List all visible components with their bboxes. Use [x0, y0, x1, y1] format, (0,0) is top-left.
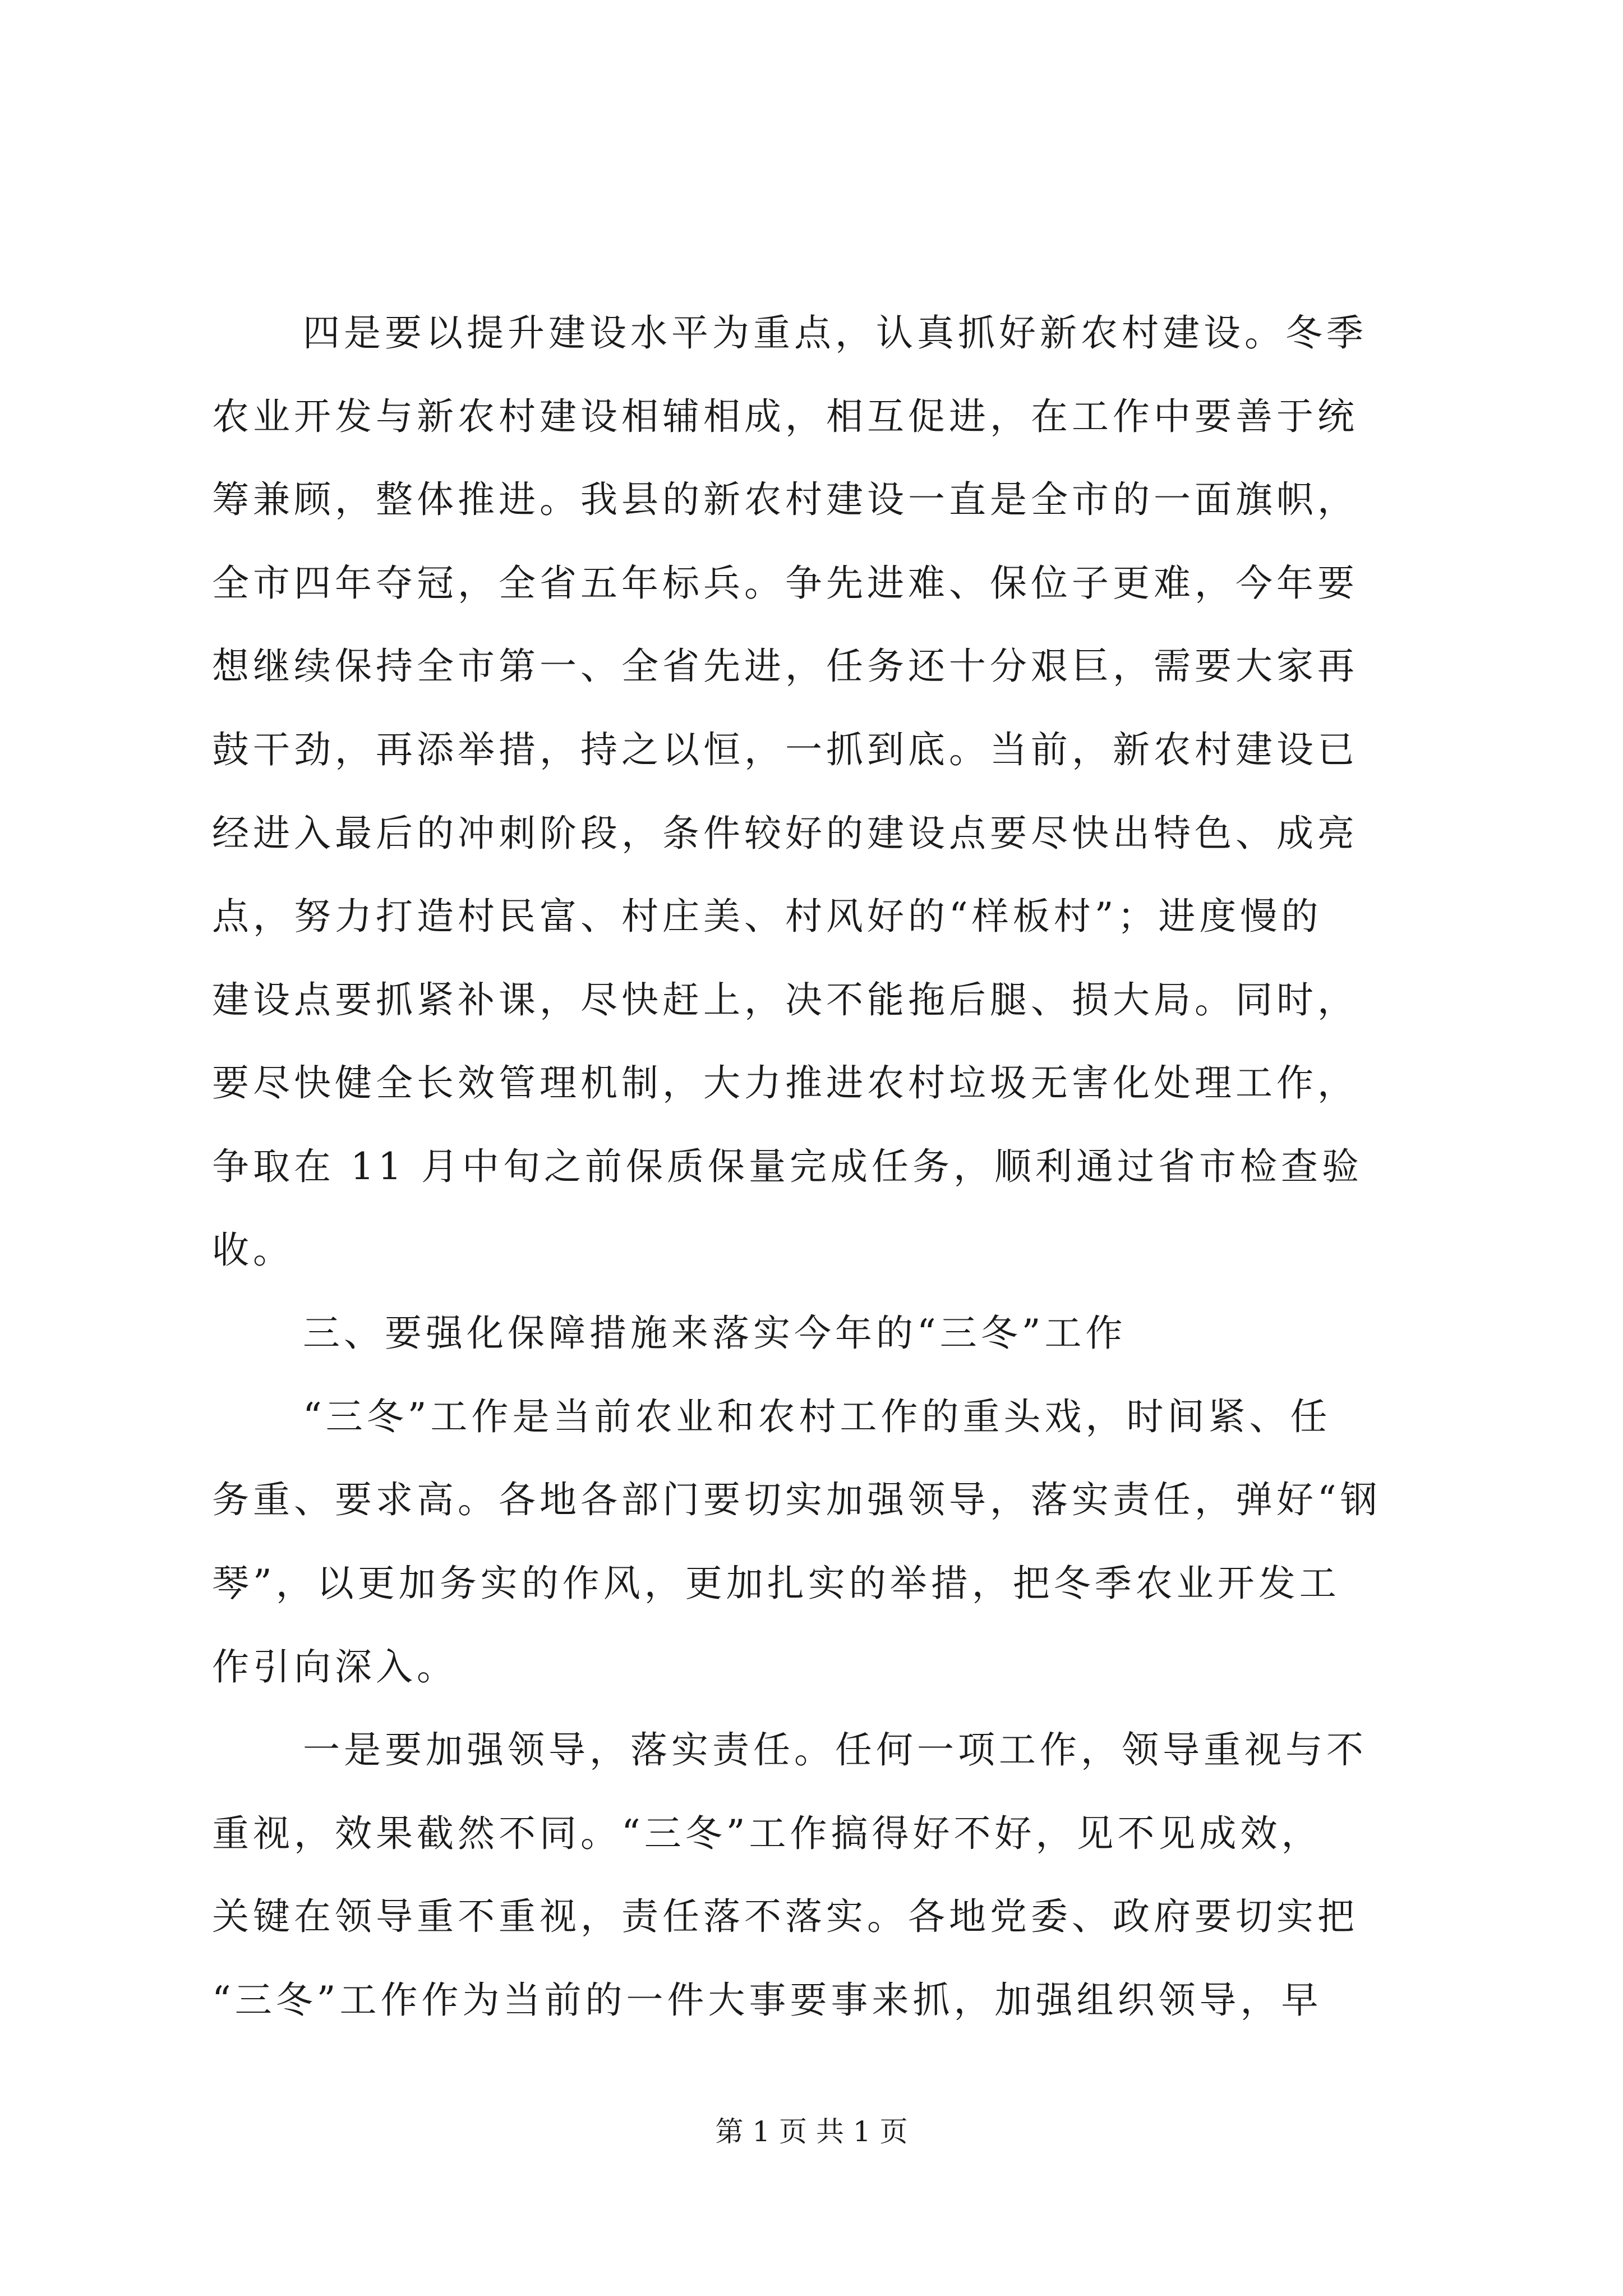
line-text: 关键在领导重不重视，责任落不落实。各地党委、政府要切实把 [212, 1895, 1358, 1938]
line-text: 重视，效果截然不同。“三冬”工作搞得好不好，见不见成效， [212, 1812, 1322, 1855]
text-line [0, 724, 1623, 776]
text-line [0, 391, 1623, 443]
line-text: 作引向深入。 [212, 1645, 458, 1688]
line-text: 务重、要求高。各地各部门要切实加强领导，落实责任，弹好“钢 [212, 1478, 1381, 1521]
line-text: 四是要以提升建设水平为重点，认真抓好新农村建设。冬季 [303, 311, 1367, 355]
text-line [0, 1975, 1623, 2026]
line-text: 建设点要抓紧补课，尽快赶上，决不能拖后腿、损大局。同时， [212, 978, 1358, 1022]
text-line [0, 1891, 1623, 1943]
text-line [0, 1474, 1623, 1526]
text-line [0, 1641, 1623, 1693]
text-line [0, 1808, 1623, 1860]
text-line [0, 558, 1623, 609]
text-line [0, 1225, 1623, 1276]
line-text: 要尽快健全长效管理机制，大力推进农村垃圾无害化处理工作， [212, 1061, 1358, 1105]
text-line [0, 1558, 1623, 1609]
text-line [0, 1391, 1623, 1443]
text-line [0, 1724, 1623, 1776]
section-heading [0, 1308, 1623, 1359]
line-text: 争取在 11 月中旬之前保质保量完成任务，顺利通过省市检查验 [212, 1145, 1363, 1188]
text-line [0, 641, 1623, 692]
line-text: 全市四年夺冠，全省五年标兵。争先进难、保位子更难，今年要 [212, 562, 1358, 605]
text-line [0, 974, 1623, 1026]
line-text: 筹兼顾，整体推进。我县的新农村建设一直是全市的一面旗帜， [212, 478, 1358, 521]
text-line [0, 1141, 1623, 1193]
text-line [0, 1057, 1623, 1109]
line-text: 经进入最后的冲刺阶段，条件较好的建设点要尽快出特色、成亮 [212, 812, 1358, 855]
line-text: 一是要加强领导，落实责任。任何一项工作，领导重视与不 [303, 1728, 1367, 1772]
text-line [0, 891, 1623, 942]
section-heading-text: 三、要强化保障措施来落实今年的“三冬”工作 [303, 1312, 1127, 1355]
line-text: “三冬”工作作为当前的一件大事要事来抓，加强组织领导，早 [212, 1978, 1322, 2022]
text-line [0, 474, 1623, 526]
line-text: 收。 [212, 1228, 294, 1272]
line-text: 琴”，以更加务实的作风，更加扎实的举措，把冬季农业开发工 [212, 1562, 1340, 1605]
text-line [0, 808, 1623, 859]
line-text: 点，努力打造村民富、村庄美、村风好的“样板村”；进度慢的 [212, 895, 1322, 938]
text-line [0, 307, 1623, 359]
page-footer: 第 1 页 共 1 页 [715, 2115, 908, 2148]
line-text: 想继续保持全市第一、全省先进，任务还十分艰巨，需要大家再 [212, 645, 1358, 688]
line-text: “三冬”工作是当前农业和农村工作的重头戏，时间紧、任 [303, 1395, 1331, 1438]
line-text: 鼓干劲，再添举措，持之以恒，一抓到底。当前，新农村建设已 [212, 728, 1358, 771]
line-text: 农业开发与新农村建设相辅相成，相互促进，在工作中要善于统 [212, 395, 1358, 438]
